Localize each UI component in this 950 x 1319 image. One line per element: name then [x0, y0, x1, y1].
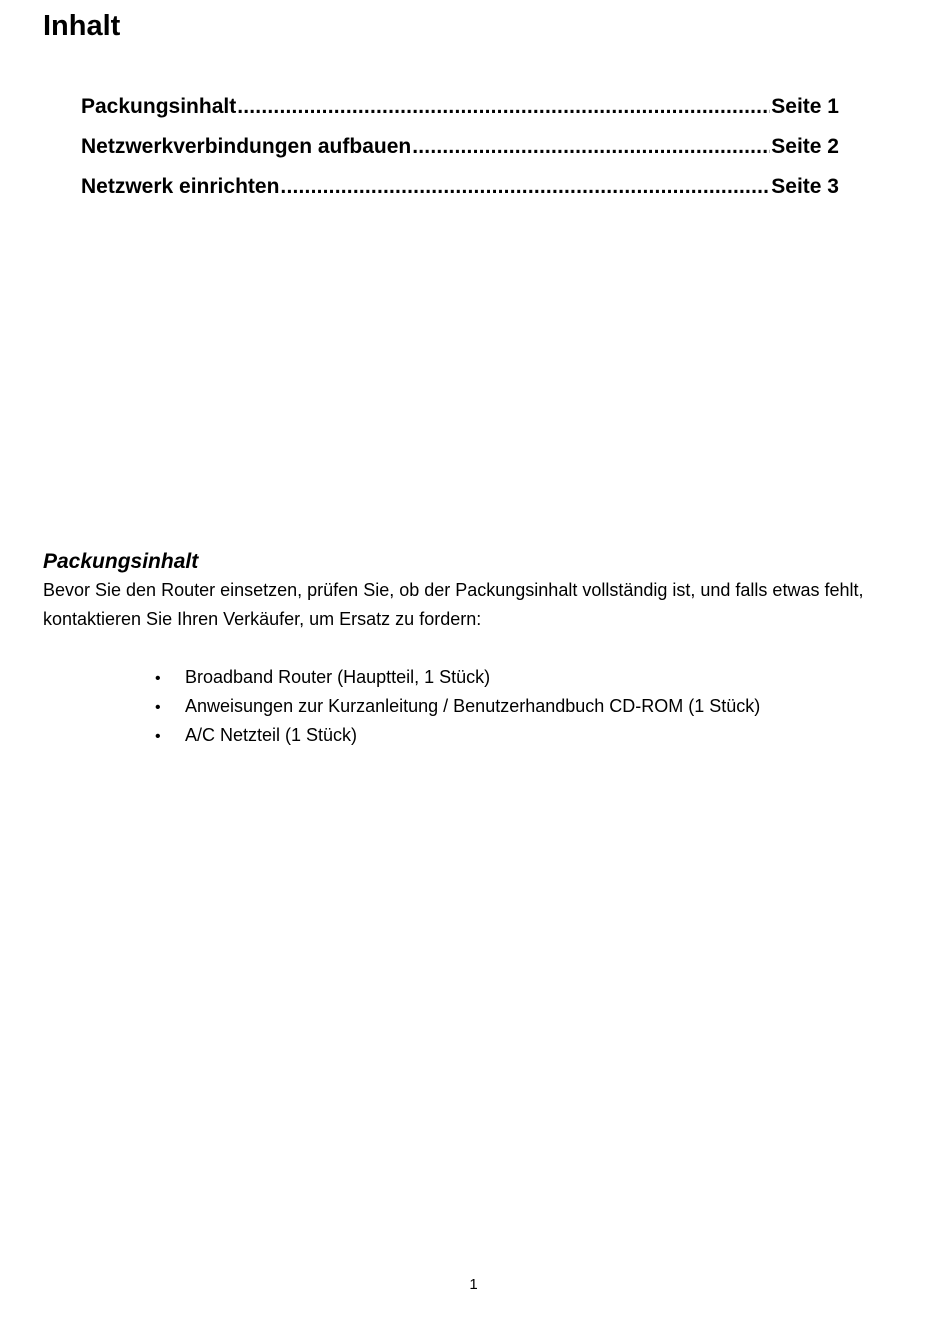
bullet-icon: •	[155, 670, 161, 687]
list-item	[152, 721, 760, 750]
toc-dot-leader	[412, 130, 770, 164]
toc-entry-page: Seite 2	[771, 135, 839, 158]
section-heading: Packungsinhalt	[43, 550, 199, 573]
section-paragraph: Bevor Sie den Router einsetzen, prüfen Sie, ob der Packungsinhalt vollständig ist, und falls etwas fehlt, kontaktieren Sie Ihren Verkäufer, um Ersatz zu fordern:	[43, 580, 864, 629]
toc-entry-page: Seite 3	[771, 175, 839, 198]
toc-entry-packungsinhalt[interactable]	[81, 90, 839, 130]
package-contents-list	[152, 663, 760, 750]
toc-dot-leader	[237, 90, 770, 124]
toc-entry-label: Packungsinhalt	[81, 95, 237, 118]
toc-dot-leader	[280, 170, 770, 204]
toc-entry-netzwerk-einrichten[interactable]	[81, 170, 839, 210]
toc-entry-label: Netzwerk einrichten	[81, 175, 280, 198]
toc-entry-page: Seite 1	[771, 95, 839, 118]
toc-entry-label: Netzwerkverbindungen aufbauen	[81, 135, 412, 158]
list-item-text: Broadband Router (Hauptteil, 1 Stück)	[185, 667, 491, 687]
bullet-icon: •	[155, 728, 161, 745]
list-item	[152, 663, 760, 692]
table-of-contents	[81, 90, 839, 210]
bullet-icon: •	[155, 699, 161, 716]
list-item-text: Anweisungen zur Kurzanleitung / Benutzerhandbuch CD-ROM (1 Stück)	[185, 696, 761, 716]
toc-entry-netzwerkverbindungen[interactable]	[81, 130, 839, 170]
list-item-text: A/C Netzteil (1 Stück)	[185, 725, 358, 745]
list-item	[152, 692, 760, 721]
page-number: 1	[469, 1276, 478, 1293]
page-title: Inhalt	[43, 10, 121, 42]
